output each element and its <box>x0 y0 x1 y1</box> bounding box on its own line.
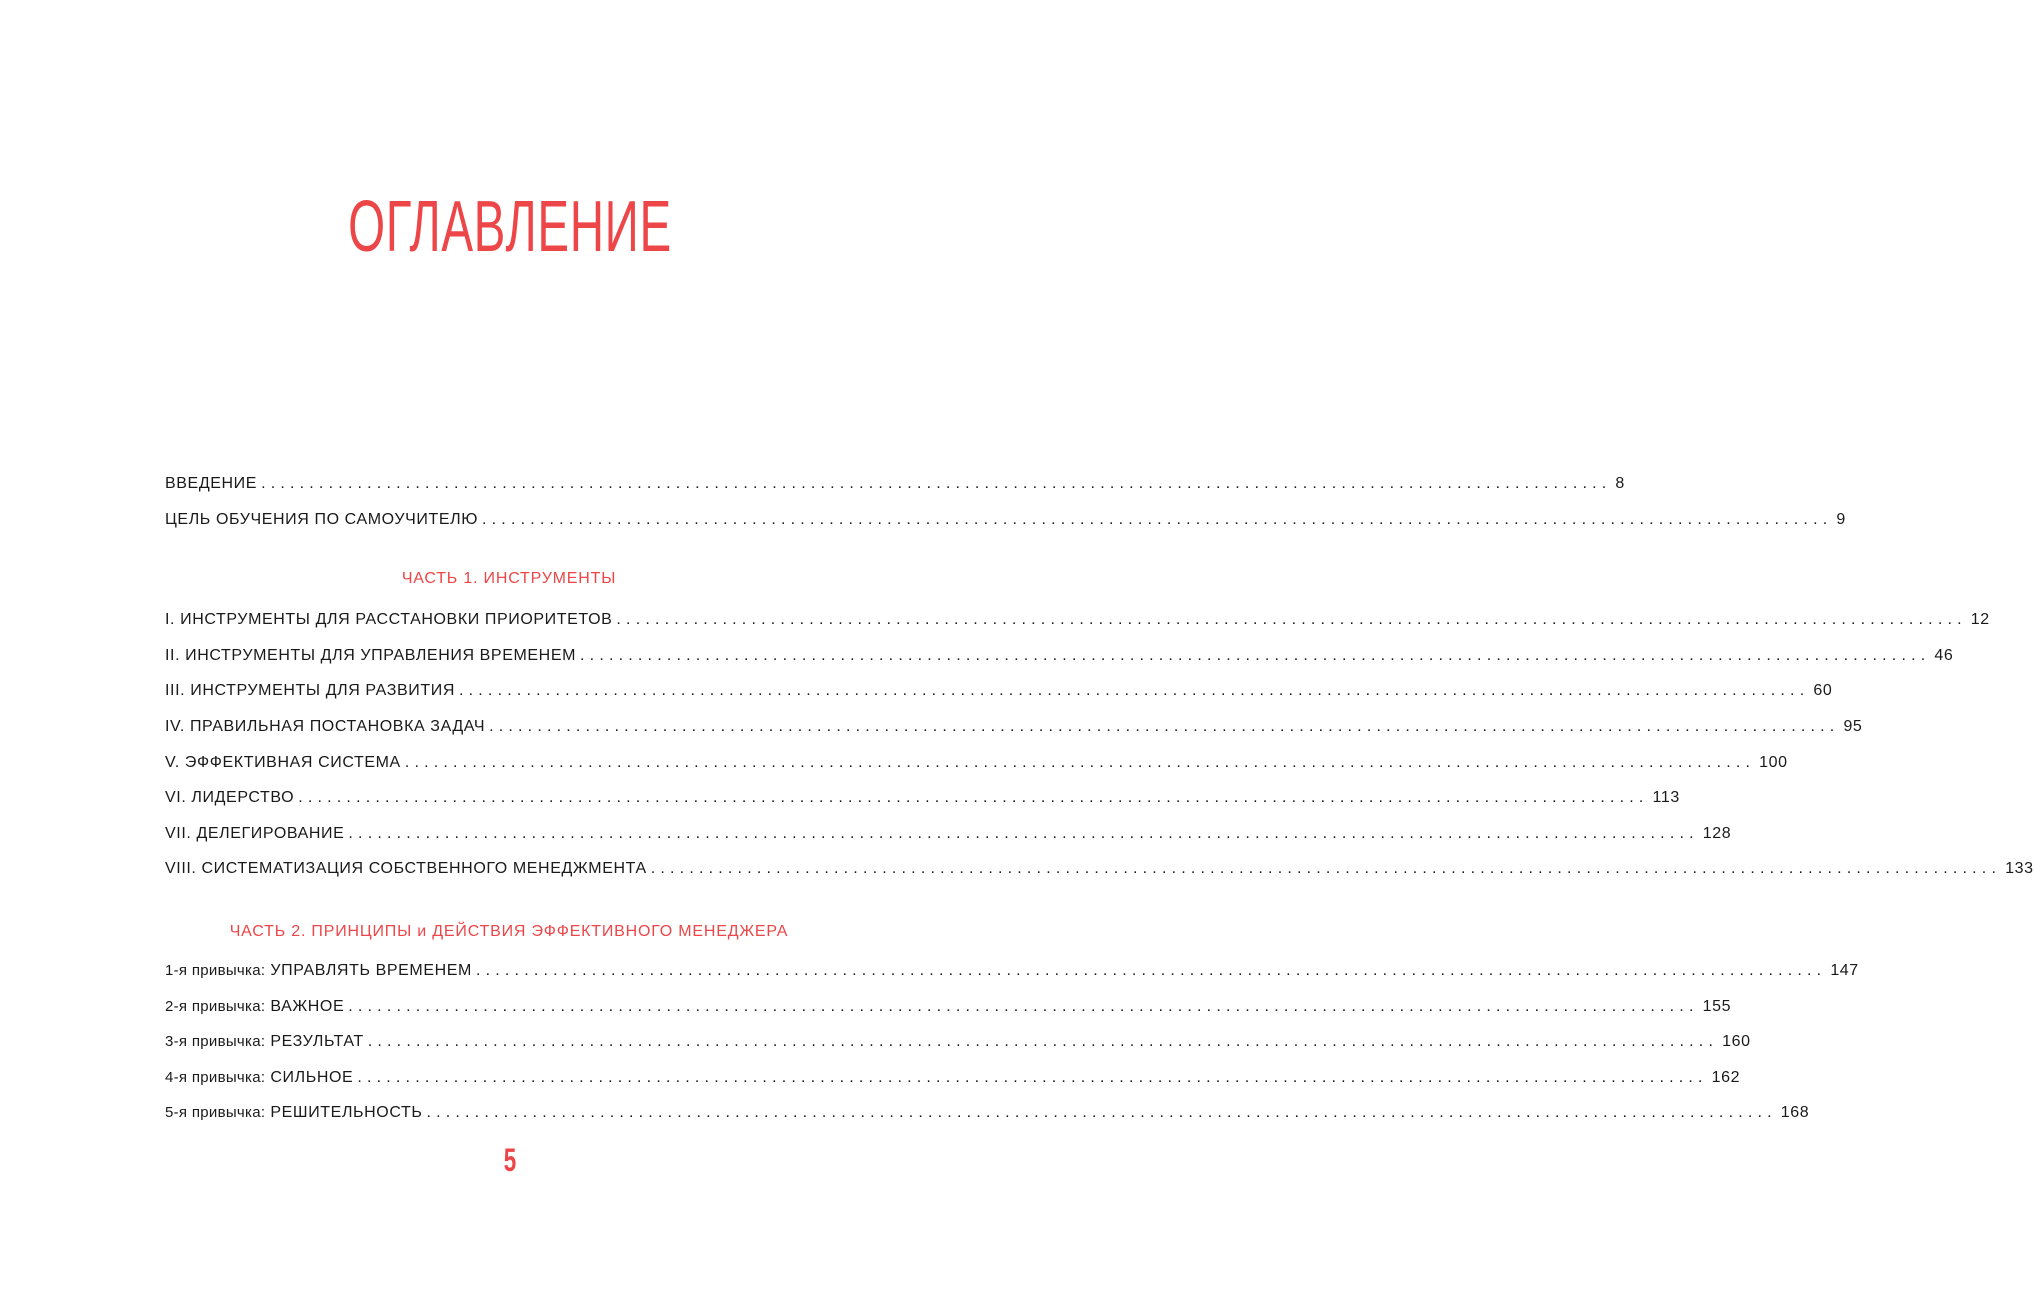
toc-entry-label: ВВЕДЕНИЕ <box>165 475 258 492</box>
habit-title: УПРАВЛЯТЬ ВРЕМЕНЕМ <box>270 961 472 979</box>
habit-prefix: 5-я привычка: <box>165 1104 266 1122</box>
toc-entry-label <box>165 1060 353 1096</box>
page-number: 5 <box>503 1142 517 1178</box>
habit-title: РЕЗУЛЬТАТ <box>270 1033 364 1051</box>
dot-leader: ............................................................................................................................................ <box>426 1104 1777 1122</box>
toc-entry-label: V. ЭФФЕКТИВНАЯ СИСТЕМА <box>165 753 401 771</box>
toc-entry-habit-4[interactable] <box>165 1060 1741 1096</box>
toc-entry-chapter-2[interactable] <box>165 638 1954 674</box>
toc-entry-label: VIII. СИСТЕМАТИЗАЦИЯ СОБСТВЕННОГО МЕНЕДЖМЕНТА <box>165 860 647 878</box>
toc-entry-goal[interactable] <box>165 502 1846 538</box>
dot-leader: ............................................................................................................................................ <box>650 860 2002 878</box>
toc-entry-page: 133 <box>2005 860 2034 878</box>
habit-prefix: 2-я привычка: <box>165 997 266 1015</box>
habit-prefix: 1-я привычка: <box>165 961 266 979</box>
dot-leader: ............................................................................................................................................ <box>367 1033 1719 1051</box>
dot-leader: ............................................................................................................................................ <box>357 1068 1708 1086</box>
toc-entry-page: 128 <box>1702 824 1732 842</box>
toc-entry-chapter-1[interactable] <box>165 602 1990 638</box>
toc-entry-page: 9 <box>1836 510 1846 528</box>
toc-entry-page: 155 <box>1702 997 1732 1015</box>
part-1-heading: ЧАСТЬ 1. ИНСТРУМЕНТЫ <box>401 570 617 588</box>
dot-leader: ............................................................................................................................................ <box>489 717 1840 735</box>
toc-entry-page: 100 <box>1759 753 1788 771</box>
habit-prefix: 4-я привычка: <box>165 1068 266 1086</box>
dot-leader: ............................................................................................................................................ <box>404 753 1756 771</box>
toc-entry-page: 160 <box>1722 1033 1751 1051</box>
toc-entry-page: 162 <box>1711 1068 1741 1086</box>
toc-entry-label: IV. ПРАВИЛЬНАЯ ПОСТАНОВКА ЗАДАЧ <box>165 717 486 735</box>
dot-leader: ............................................................................................................................................ <box>616 611 1967 629</box>
toc-entry-chapter-7[interactable] <box>165 816 1732 852</box>
toc-entry-label <box>165 1024 364 1060</box>
toc-entry-label: VII. ДЕЛЕГИРОВАНИЕ <box>165 824 345 842</box>
toc-entry-page: 168 <box>1780 1104 1810 1122</box>
toc-entry-chapter-3[interactable] <box>165 673 1833 709</box>
toc-entry-label: VI. ЛИДЕРСТВО <box>165 789 295 807</box>
toc-entry-chapter-4[interactable] <box>165 709 1863 745</box>
dot-leader: ............................................................................................................................................ <box>298 789 1649 807</box>
toc-entry-label: III. ИНСТРУМЕНТЫ ДЛЯ РАЗВИТИЯ <box>165 682 455 700</box>
dot-leader: ............................................................................................................................................ <box>261 475 1612 492</box>
dot-leader: ............................................................................................................................................ <box>475 961 1827 979</box>
dot-leader: ............................................................................................................................................ <box>580 646 1931 664</box>
toc-entry-page: 60 <box>1813 682 1833 700</box>
table-of-contents <box>165 466 2034 1131</box>
toc-entry-page: 95 <box>1843 717 1863 735</box>
dot-leader: ............................................................................................................................................ <box>348 997 1699 1015</box>
dot-leader: ............................................................................................................................................ <box>348 824 1699 842</box>
toc-entry-label <box>165 953 472 989</box>
toc-entry-habit-1[interactable] <box>165 953 1859 989</box>
toc-entry-chapter-5[interactable] <box>165 745 1788 781</box>
toc-entry-label: II. ИНСТРУМЕНТЫ ДЛЯ УПРАВЛЕНИЯ ВРЕМЕНЕМ <box>165 646 577 664</box>
toc-entry-page: 147 <box>1830 961 1859 979</box>
habit-title: СИЛЬНОЕ <box>270 1068 354 1086</box>
toc-entry-habit-3[interactable] <box>165 1024 1751 1060</box>
toc-entry-chapter-8[interactable] <box>165 851 2034 887</box>
toc-entry-label <box>165 989 344 1025</box>
toc-entry-label: I. ИНСТРУМЕНТЫ ДЛЯ РАССТАНОВКИ ПРИОРИТЕТОВ <box>165 611 613 629</box>
dot-leader: ............................................................................................................................................ <box>482 510 1833 528</box>
toc-entry-habit-5[interactable] <box>165 1095 1810 1131</box>
habit-prefix: 3-я привычка: <box>165 1033 266 1051</box>
toc-entry-page: 113 <box>1652 789 1680 807</box>
part-2-heading: ЧАСТЬ 2. ПРИНЦИПЫ и ДЕЙСТВИЯ ЭФФЕКТИВНОГО МЕНЕДЖЕРА <box>229 922 789 940</box>
toc-entry-chapter-6[interactable] <box>165 780 1680 816</box>
toc-entry-page: 8 <box>1615 475 1625 492</box>
toc-entry-label: ЦЕЛЬ ОБУЧЕНИЯ ПО САМОУЧИТЕЛЮ <box>165 510 479 528</box>
toc-entry-label <box>165 1095 422 1131</box>
dot-leader: ............................................................................................................................................ <box>459 682 1810 700</box>
toc-entry-page: 12 <box>1970 611 1990 629</box>
toc-entry-habit-2[interactable] <box>165 989 1732 1025</box>
page-title: ОГЛАВЛЕНИЕ <box>348 187 672 267</box>
toc-entry-intro[interactable] <box>165 466 1625 502</box>
toc-entry-page: 46 <box>1934 646 1954 664</box>
habit-title: ВАЖНОЕ <box>270 997 345 1015</box>
habit-title: РЕШИТЕЛЬНОСТЬ <box>270 1104 423 1122</box>
